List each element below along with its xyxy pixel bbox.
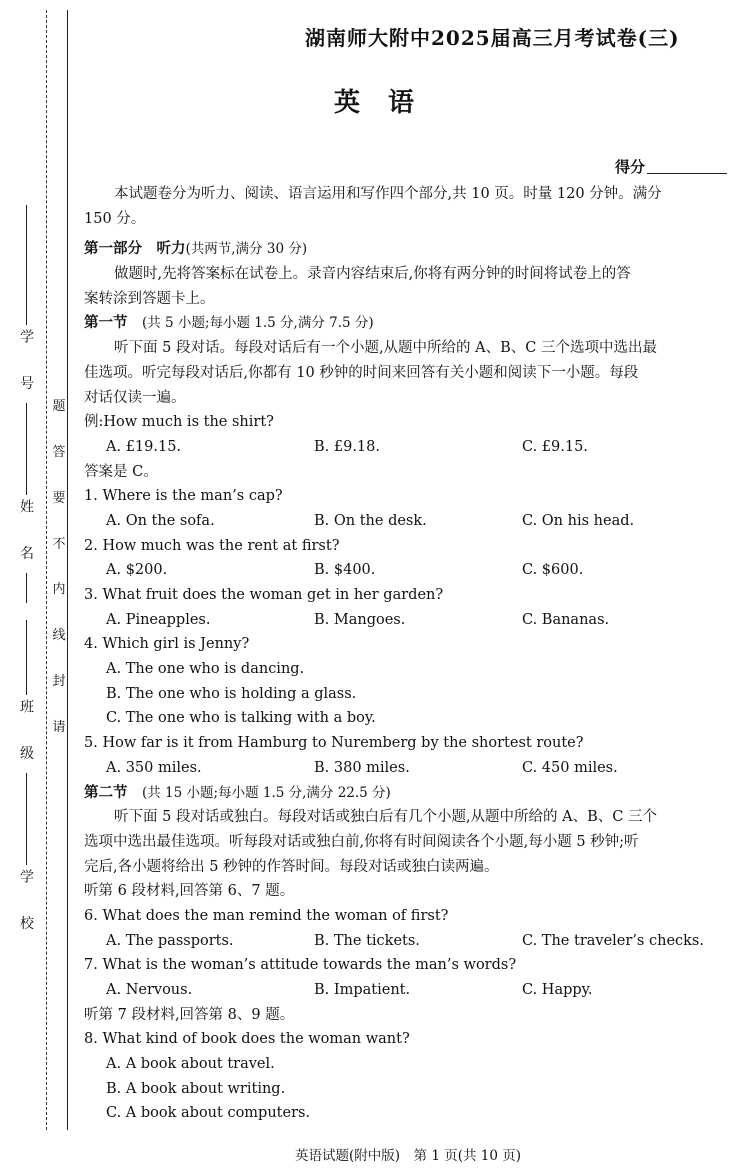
seal-line-dashed [46,10,47,1130]
exam-title: 湖南师大附中2025届高三月考试卷(三) [305,26,680,50]
options-3 [84,608,736,633]
example-answer: 答案是 C。 [84,463,158,480]
section2-heading: 第二节 (共 15 小题;每小题 1.5 分,满分 22.5 分) [84,783,391,801]
instruction-line: 做题时,先将答案标在试卷上。录音内容结束后,你将有两分钟的时间将试卷上的答 [114,266,631,283]
option-a[interactable]: A. The one who is dancing. [106,661,305,678]
option-b[interactable]: B. $400. [314,562,376,579]
option-c[interactable]: C. Happy. [522,982,593,998]
field-class[interactable]: 班 级 [14,620,38,803]
field-school[interactable]: 学 校 [14,800,38,943]
option-a[interactable]: A. The passports. [106,932,234,949]
score-field[interactable] [615,156,727,177]
question-5: 5. How far is it from Hamburg to Nuremberg by the shortest route? [84,735,584,752]
exam-content [84,182,736,1126]
subject-title: 英语 [333,88,442,118]
options-5 [84,756,736,781]
page-footer: 英语试题(附中版) 第 1 页(共 10 页) [295,1148,521,1164]
instruction-line: 选项中选出最佳选项。听每段对话或独白前,你将有时间阅读各个小题,每小题 5 秒钟;听 [84,833,639,850]
instruction-line: 完后,各小题将给出 5 秒钟的作答时间。每段对话或独白读两遍。 [84,858,499,875]
option-b[interactable]: B. The tickets. [314,932,420,949]
option-a[interactable]: A. A book about travel. [106,1056,275,1073]
example-options: A. £19.15. B. £9.18. C. £9.15. [106,438,588,455]
part1-heading: 第一部分 听力(共两节,满分 30 分) [84,240,308,258]
field-student-id[interactable]: 学 号 [14,205,38,428]
option-b[interactable]: B. On the desk. [314,512,427,529]
question-3: 3. What fruit does the woman get in her garden? [84,587,444,603]
option-b[interactable]: B. The one who is holding a glass. [106,685,357,702]
option-c[interactable]: C. Bananas. [522,611,610,628]
option-a[interactable]: A. $200. [106,562,168,579]
instruction-line: 听下面 5 段对话。每段对话后有一个小题,从题中所给的 A、B、C 三个选项中选出最 [114,340,657,357]
question-7: 7. What is the woman’s attitude towards the man’s words? [84,957,517,974]
example-question: 例:How much is the shirt? [84,414,274,431]
option-b[interactable]: B. 380 miles. [314,759,410,776]
option-c[interactable]: C. 450 miles. [522,759,618,776]
instruction-line: 听下面 5 段对话或独白。每段对话或独白后有几个小题,从题中所给的 A、B、C 三个 [114,809,657,826]
option-b[interactable]: B. Mangoes. [314,611,406,628]
instruction-line: 佳选项。听完每段对话后,你都有 10 秒钟的时间来回答有关小题和阅读下一小题。每段 [84,364,639,381]
option-c[interactable]: C. On his head. [522,512,635,529]
field-name[interactable]: 姓 名 [14,415,38,603]
options-1 [84,509,736,534]
question-8: 8. What kind of book does the woman want? [84,1031,410,1048]
score-label: 得分 [615,158,646,176]
option-b[interactable]: B. A book about writing. [106,1080,286,1097]
option-c[interactable]: C. The one who is talking with a boy. [106,710,376,727]
intro-line: 本试题卷分为听力、阅读、语言运用和写作四个部分,共 10 页。时量 120 分钟。满分 [114,186,662,202]
option-a[interactable]: A. Pineapples. [106,611,211,628]
option-a[interactable]: A. Nervous. [106,982,193,998]
options-2 [84,558,736,583]
option-b[interactable]: B. Impatient. [314,982,411,998]
question-4: 4. Which girl is Jenny? [84,636,250,653]
section1-heading: 第一节 (共 5 小题;每小题 1.5 分,满分 7.5 分) [84,314,374,332]
question-6: 6. What does the man remind the woman of first? [84,907,449,924]
instruction-line: 案转涂到答题卡上。 [84,290,215,307]
seal-warning: 题 答 要 不 内 线 封 请 [52,399,66,735]
question-2: 2. How much was the rent at first? [84,537,340,554]
material-heading: 听第 7 段材料,回答第 8、9 题。 [84,1006,295,1023]
score-blank[interactable] [647,173,727,174]
instruction-line: 对话仅读一遍。 [84,389,186,406]
question-1: 1. Where is the man’s cap? [84,488,283,505]
option-c[interactable]: C. The traveler’s checks. [522,932,704,949]
option-a[interactable]: A. 350 miles. [106,759,202,776]
options-7 [84,978,736,1003]
options-6 [84,929,736,954]
option-c[interactable]: C. $600. [522,562,584,579]
intro-line: 150 分。 [84,210,146,227]
binding-margin [0,0,80,1175]
material-heading: 听第 6 段材料,回答第 6、7 题。 [84,883,295,900]
option-c[interactable]: C. A book about computers. [106,1105,311,1122]
option-a[interactable]: A. On the sofa. [106,512,215,529]
